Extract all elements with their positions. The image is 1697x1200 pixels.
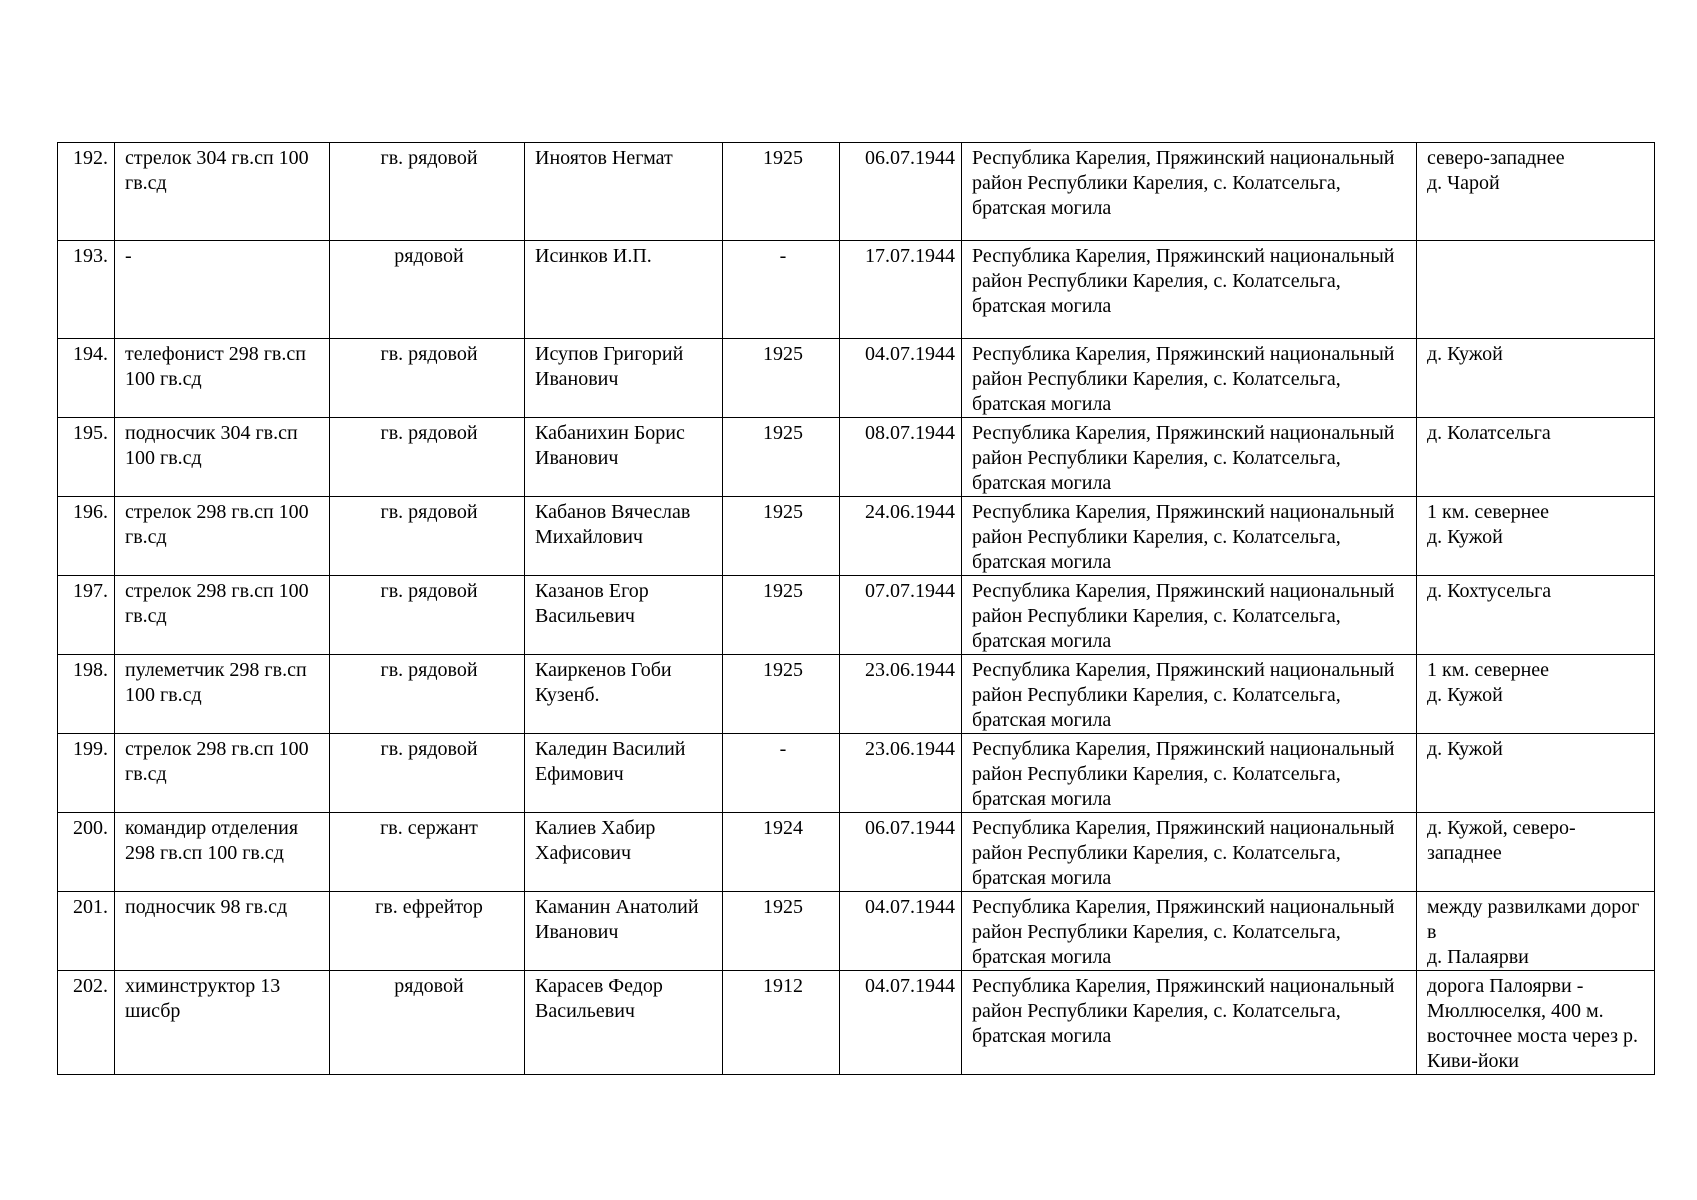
death-place-line: д. Кужой [1427, 738, 1503, 760]
death-place-line: д. Кужой [1427, 684, 1503, 706]
table-row [58, 892, 1655, 971]
burial-place-cell: Республика Карелия, Пряжинский национальный район Республики Карелия, с. Колатсельга, братская могила [962, 143, 1417, 241]
name-cell: Кабанов Вячеслав Михайлович [525, 497, 723, 576]
name-cell: Каледин Василий Ефимович [525, 734, 723, 813]
birth-year-cell: 1912 [723, 971, 840, 1075]
table-row [58, 971, 1655, 1075]
rank-cell: гв. рядовой [330, 418, 525, 497]
row-number: 198. [58, 655, 115, 734]
birth-year-cell: 1925 [723, 339, 840, 418]
unit-cell: телефонист 298 гв.сп 100 гв.сд [115, 339, 330, 418]
unit-cell: командир отделения 298 гв.сп 100 гв.сд [115, 813, 330, 892]
table-row [58, 339, 1655, 418]
burial-registry-table [57, 142, 1655, 1075]
name-cell: Каманин Анатолий Иванович [525, 892, 723, 971]
table-row [58, 655, 1655, 734]
birth-year-cell: 1925 [723, 655, 840, 734]
death-place-cell [1417, 734, 1655, 813]
rank-cell: гв. рядовой [330, 655, 525, 734]
death-place-line: дорога Палоярви - Мюллюселкя, 400 м. восточнее моста через р. Киви-йоки [1427, 975, 1639, 1072]
unit-cell: стрелок 304 гв.сп 100 гв.сд [115, 143, 330, 241]
death-date-cell: 06.07.1944 [840, 813, 962, 892]
rank-cell: гв. сержант [330, 813, 525, 892]
death-place-line: д. Колатсельга [1427, 422, 1551, 444]
row-number: 196. [58, 497, 115, 576]
table-row [58, 813, 1655, 892]
birth-year-cell: 1925 [723, 497, 840, 576]
unit-cell: подносчик 98 гв.сд [115, 892, 330, 971]
birth-year-cell: 1925 [723, 143, 840, 241]
death-date-cell: 17.07.1944 [840, 241, 962, 339]
row-number: 202. [58, 971, 115, 1075]
death-place-line: д. Кужой [1427, 526, 1503, 548]
unit-cell: подносчик 304 гв.сп 100 гв.сд [115, 418, 330, 497]
name-cell: Кабанихин Борис Иванович [525, 418, 723, 497]
death-date-cell: 23.06.1944 [840, 655, 962, 734]
death-place-cell [1417, 971, 1655, 1075]
death-date-cell: 04.07.1944 [840, 339, 962, 418]
name-cell: Исинков И.П. [525, 241, 723, 339]
unit-cell: стрелок 298 гв.сп 100 гв.сд [115, 734, 330, 813]
burial-place-cell: Республика Карелия, Пряжинский национальный район Республики Карелия, с. Колатсельга, братская могила [962, 655, 1417, 734]
rank-cell: рядовой [330, 971, 525, 1075]
row-number: 201. [58, 892, 115, 971]
table-row [58, 143, 1655, 241]
table-row [58, 497, 1655, 576]
table-row [58, 576, 1655, 655]
rank-cell: гв. рядовой [330, 497, 525, 576]
table-row [58, 241, 1655, 339]
row-number: 193. [58, 241, 115, 339]
row-number: 194. [58, 339, 115, 418]
rank-cell: гв. рядовой [330, 339, 525, 418]
burial-place-cell: Республика Карелия, Пряжинский национальный район Республики Карелия, с. Колатсельга, братская могила [962, 497, 1417, 576]
death-date-cell: 23.06.1944 [840, 734, 962, 813]
burial-place-cell: Республика Карелия, Пряжинский национальный район Республики Карелия, с. Колатсельга, братская могила [962, 734, 1417, 813]
death-place-cell [1417, 143, 1655, 241]
death-place-cell [1417, 339, 1655, 418]
death-place-cell [1417, 497, 1655, 576]
death-place-line: северо-западнее [1427, 147, 1565, 169]
burial-place-cell: Республика Карелия, Пряжинский национальный район Республики Карелия, с. Колатсельга, братская могила [962, 339, 1417, 418]
death-place-line: между развилками дорог в [1427, 896, 1640, 943]
rank-cell: гв. рядовой [330, 576, 525, 655]
rank-cell: рядовой [330, 241, 525, 339]
death-place-line: д. Кохтусельга [1427, 580, 1552, 602]
death-place-line: д. Кужой, северо-западнее [1427, 817, 1576, 864]
rank-cell: гв. рядовой [330, 143, 525, 241]
unit-cell: пулеметчик 298 гв.сп 100 гв.сд [115, 655, 330, 734]
death-place-cell [1417, 655, 1655, 734]
table-row [58, 418, 1655, 497]
birth-year-cell: 1925 [723, 892, 840, 971]
burial-place-cell: Республика Карелия, Пряжинский национальный район Республики Карелия, с. Колатсельга, братская могила [962, 813, 1417, 892]
name-cell: Карасев Федор Васильевич [525, 971, 723, 1075]
row-number: 197. [58, 576, 115, 655]
row-number: 200. [58, 813, 115, 892]
death-place-cell [1417, 418, 1655, 497]
row-number: 192. [58, 143, 115, 241]
death-place-cell [1417, 576, 1655, 655]
row-number: 199. [58, 734, 115, 813]
burial-place-cell: Республика Карелия, Пряжинский национальный район Республики Карелия, с. Колатсельга, братская могила [962, 971, 1417, 1075]
name-cell: Каиркенов Гоби Кузенб. [525, 655, 723, 734]
death-date-cell: 24.06.1944 [840, 497, 962, 576]
unit-cell: - [115, 241, 330, 339]
burial-place-cell: Республика Карелия, Пряжинский национальный район Республики Карелия, с. Колатсельга, братская могила [962, 241, 1417, 339]
death-place-line: д. Палаярви [1427, 946, 1529, 968]
table-body [58, 143, 1655, 1075]
birth-year-cell: 1925 [723, 576, 840, 655]
unit-cell: стрелок 298 гв.сп 100 гв.сд [115, 497, 330, 576]
death-date-cell: 04.07.1944 [840, 892, 962, 971]
death-date-cell: 04.07.1944 [840, 971, 962, 1075]
death-place-line: 1 км. севернее [1427, 501, 1550, 523]
unit-cell: химинструктор 13 шисбр [115, 971, 330, 1075]
death-place-line: д. Кужой [1427, 343, 1503, 365]
rank-cell: гв. ефрейтор [330, 892, 525, 971]
name-cell: Калиев Хабир Хафисович [525, 813, 723, 892]
birth-year-cell: 1924 [723, 813, 840, 892]
name-cell: Исупов Григорий Иванович [525, 339, 723, 418]
death-date-cell: 07.07.1944 [840, 576, 962, 655]
death-date-cell: 08.07.1944 [840, 418, 962, 497]
death-place-line: д. Чарой [1427, 172, 1500, 194]
death-place-line: 1 км. севернее [1427, 659, 1550, 681]
death-place-cell [1417, 813, 1655, 892]
birth-year-cell: 1925 [723, 418, 840, 497]
burial-place-cell: Республика Карелия, Пряжинский национальный район Республики Карелия, с. Колатсельга, братская могила [962, 418, 1417, 497]
table-row [58, 734, 1655, 813]
row-number: 195. [58, 418, 115, 497]
death-place-cell [1417, 241, 1655, 339]
death-place-cell [1417, 892, 1655, 971]
unit-cell: стрелок 298 гв.сп 100 гв.сд [115, 576, 330, 655]
name-cell: Казанов Егор Васильевич [525, 576, 723, 655]
rank-cell: гв. рядовой [330, 734, 525, 813]
burial-place-cell: Республика Карелия, Пряжинский национальный район Республики Карелия, с. Колатсельга, братская могила [962, 892, 1417, 971]
burial-place-cell: Республика Карелия, Пряжинский национальный район Республики Карелия, с. Колатсельга, братская могила [962, 576, 1417, 655]
birth-year-cell: - [723, 734, 840, 813]
name-cell: Иноятов Негмат [525, 143, 723, 241]
birth-year-cell: - [723, 241, 840, 339]
death-date-cell: 06.07.1944 [840, 143, 962, 241]
